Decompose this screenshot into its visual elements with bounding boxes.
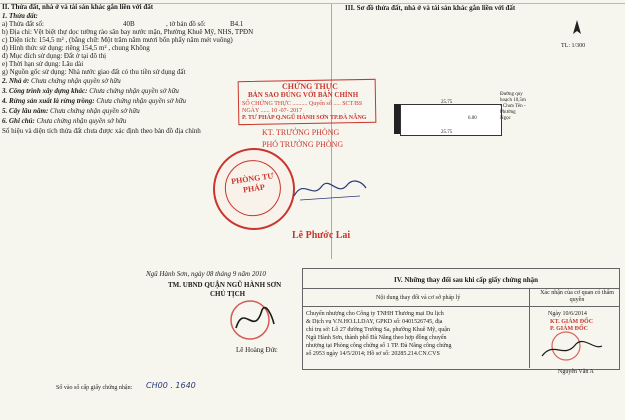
dim-top: 25.75 <box>441 100 453 105</box>
stamp-line-1: CHỨNG THỰC <box>282 82 338 91</box>
parcel-edge-mark <box>394 104 400 134</box>
issue-date: Ngũ Hành Sơn, ngày 08 tháng 9 năm 2010 <box>146 270 266 278</box>
issuer-signer: Lê Hoàng Đức <box>236 346 278 354</box>
footer-note: Số hiệu và diện tích thửa đất chưa được xác định theo bản đồ địa chính <box>2 127 201 135</box>
change-entry-line-3: chỉ trụ sở: Lô 27 đường Trường Sa, phường Khuê Mỹ, quận <box>306 327 450 333</box>
parcel-number-label: a) Thửa đất số: <box>2 20 44 28</box>
stamp-title-1: KT. TRƯỞNG PHÒNG <box>262 128 340 137</box>
notes-value: Chưa chứng nhận quyền sở hữu <box>36 117 127 125</box>
col2-header: Xác nhận của cơ quan có thẩm quyền <box>540 290 614 303</box>
registration-label: Số vào sổ cấp giấy chứng nhận: <box>56 385 133 391</box>
section4-heading: IV. Những thay đổi sau khi cấp giấy chứng nhận <box>394 276 539 284</box>
term-line: e) Thời hạn sử dụng: Lâu dài <box>2 60 84 68</box>
perennial-row <box>2 107 140 116</box>
map-sheet-label: , tờ bản đồ số: <box>166 20 206 28</box>
address-line: b) Địa chỉ: Vệt biệt thự dọc tường rào sân bay nước mặn, Phường Khuê Mỹ, NHS, TPĐN <box>2 28 254 36</box>
confirm-title-2: P. GIÁM ĐỐC <box>550 326 588 332</box>
change-entry-line-5: nhượng tại Phòng công chứng số 1 TP. Đà Nẵng công chứng <box>306 343 452 349</box>
purpose-line: đ) Mục đích sử dụng: Đất ở tại đô thị <box>2 52 107 60</box>
house-label: 2. Nhà ở: <box>2 77 30 85</box>
construction-label: 3. Công trình xây dựng khác: <box>2 87 88 95</box>
table-rule <box>302 288 620 289</box>
use-form-line: d) Hình thức sử dụng: riêng 154,5 m² , chung Không <box>2 44 150 52</box>
issuer-authority-2: CHỦ TỊCH <box>210 290 246 298</box>
parcel-number: 40B <box>123 20 135 28</box>
dim-side: 6.00 <box>468 116 477 121</box>
change-entry-line-2: & Dịch vụ V.N.HO.LLDAY, GPKD số: 0401526745, địa <box>306 319 443 325</box>
table-rule <box>302 306 620 307</box>
stamp-line-4: NGÀY ...... 10 -07- 2017 <box>242 108 303 114</box>
house-row <box>2 77 121 86</box>
registration-number: CH00 . 1640 <box>146 381 196 390</box>
change-entry-line-6: số 2953 ngày 14/5/2014; Hồ sơ số: 20285.214.CN.CVS <box>306 351 440 357</box>
perennial-label: 5. Cây lâu năm: <box>2 107 49 115</box>
road-label: Đường quy hoạch 10,5m - Chưa Tên - Phường Ngọc <box>500 92 526 121</box>
stamp-line-2: BẢN SAO ĐÚNG VỚI BẢN CHÍNH <box>248 91 359 99</box>
change-entry-line-1: Chuyển nhượng cho Công ty TNHH Thương mại Du lịch <box>306 311 444 317</box>
stamp-line-3: SỐ CHỨNG THỰC .......... Quyển số ..... SCT/BS <box>242 101 363 107</box>
perennial-value: Chưa chứng nhận quyền sở hữu <box>50 107 140 115</box>
issuer-signature-seal <box>228 298 278 342</box>
forest-value: Chưa chứng nhận quyền sở hữu <box>96 97 187 105</box>
north-arrow-icon <box>566 20 588 40</box>
construction-value: Chưa chứng nhận quyền sở hữu <box>89 87 179 95</box>
seal-text: PHÒNG TƯ PHÁP <box>230 171 275 195</box>
col1-header: Nội dung thay đổi và cơ sở pháp lý <box>376 295 461 301</box>
section3-heading: III. Sơ đồ thửa đất, nhà ở và tài sản khác gắn liền với đất <box>345 4 516 12</box>
confirm-signer: Nguyễn Văn A <box>558 369 594 375</box>
construction-row <box>2 87 179 96</box>
map-sheet: B4.1 <box>230 20 244 28</box>
stamp-title-2: PHÓ TRƯỞNG PHÒNG <box>262 140 344 149</box>
stamp-signature <box>290 170 370 206</box>
origin-line: g) Nguồn gốc sử dụng: Nhà nước giao đất có thu tiền sử dụng đất <box>2 68 186 76</box>
table-column-rule <box>529 288 530 368</box>
dim-bottom: 25.75 <box>441 130 453 135</box>
confirm-date: Ngày 10/6/2014 <box>548 311 587 317</box>
stamp-line-5: P. TƯ PHÁP Q.NGŨ HÀNH SƠN TP.ĐÀ NẴNG <box>242 115 367 121</box>
notes-row <box>2 117 126 126</box>
confirm-title-1: KT. GIÁM ĐỐC <box>550 319 594 325</box>
notes-label: 6. Ghi chú: <box>2 117 35 125</box>
scale-label: TL: 1/300 <box>561 43 586 49</box>
confirm-seal-signature <box>536 330 606 366</box>
area-line: c) Diện tích: 154,5 m² , (bằng chữ: Một trăm năm mươi bốn phẩy năm mét vuông) <box>2 36 233 44</box>
section2-heading: II. Thửa đất, nhà ở và tài sản khác gắn liền với đất <box>2 3 154 11</box>
house-value: Chưa chứng nhận quyền sở hữu <box>31 77 121 85</box>
round-seal <box>208 143 301 236</box>
forest-row <box>2 97 186 106</box>
stamp-signer: Lê Phước Lai <box>292 230 351 241</box>
issuer-authority-1: TM. UBND QUẬN NGŨ HÀNH SƠN <box>168 281 282 289</box>
road <box>500 92 528 144</box>
item1-label: 1. Thửa đất: <box>2 12 38 20</box>
change-entry-line-4: Ngũ Hành Sơn, thành phố Đà Nẵng theo hợp đồng chuyển <box>306 335 447 341</box>
forest-label: 4. Rừng sản xuất là rừng trồng: <box>2 97 95 105</box>
